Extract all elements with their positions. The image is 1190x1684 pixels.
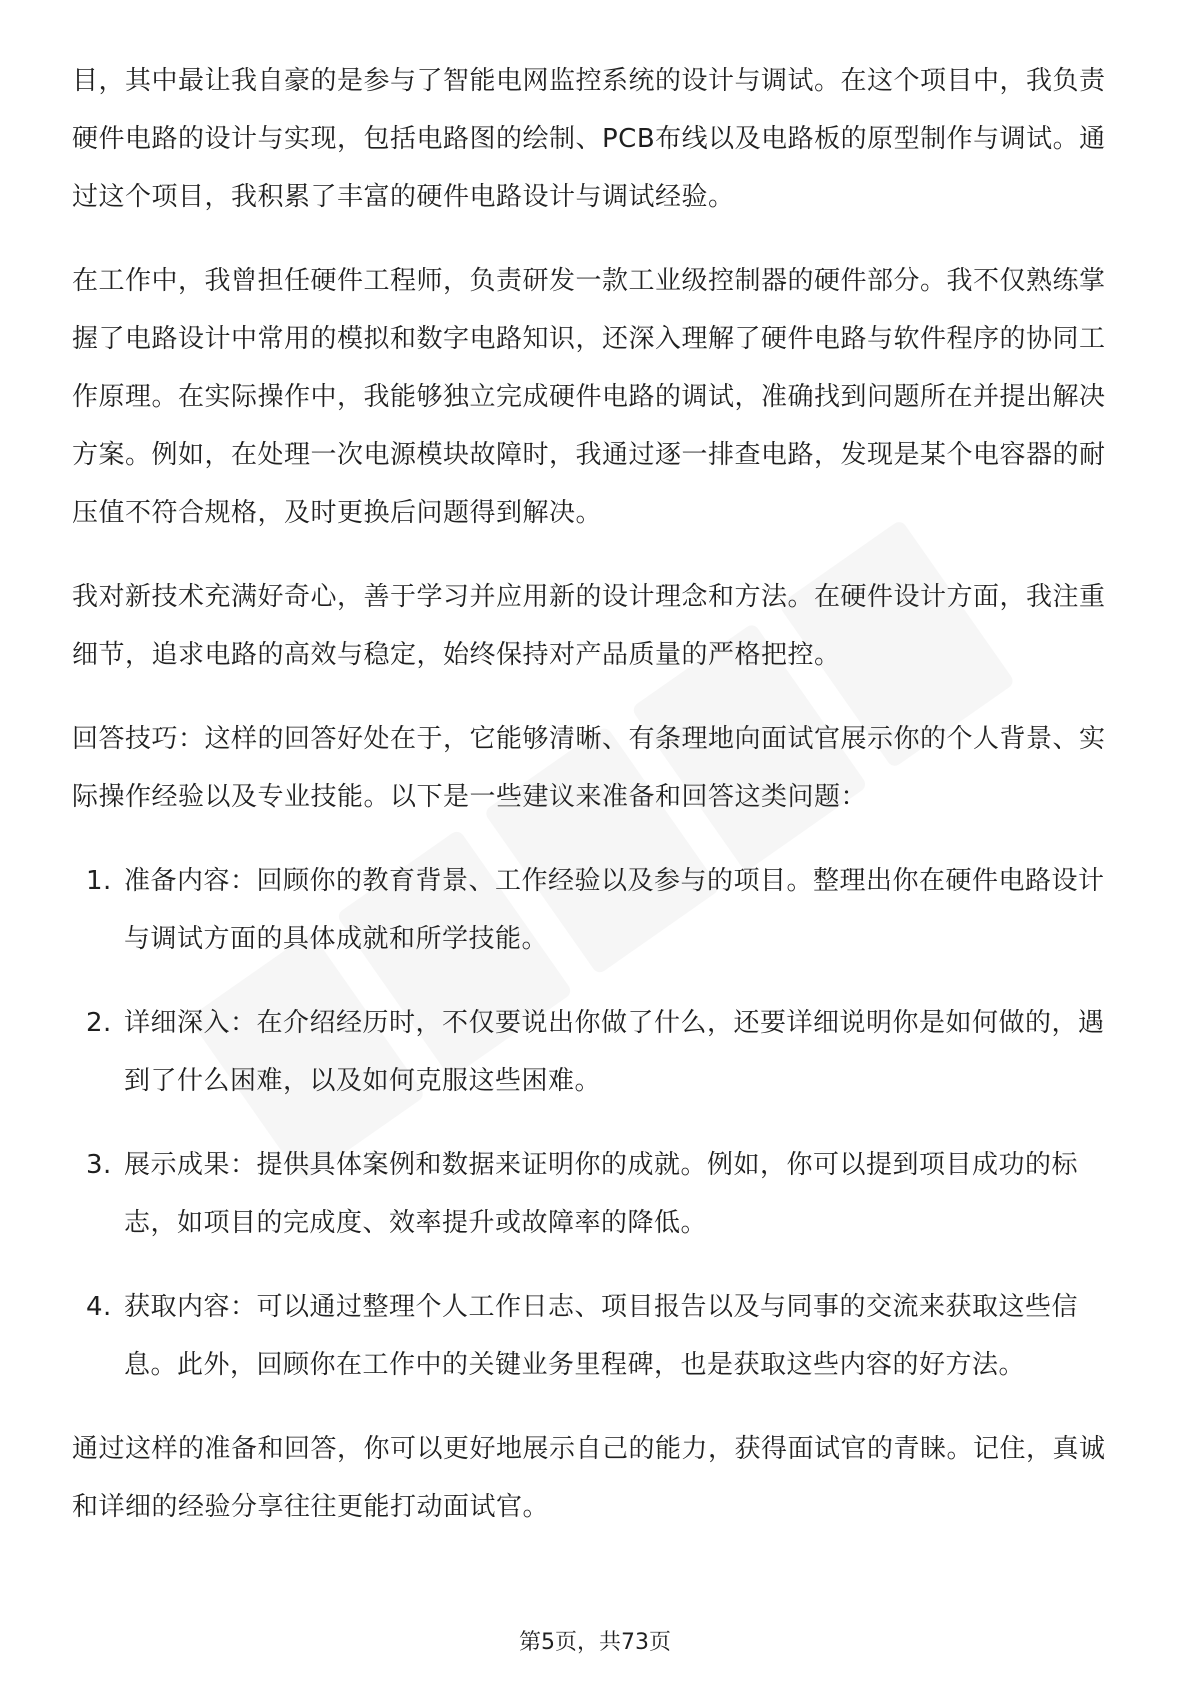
list-item	[72, 994, 1118, 1110]
list-item-number: 3.	[86, 1150, 112, 1180]
tips-list	[72, 852, 1118, 1394]
list-item-number: 1.	[86, 866, 112, 896]
list-item	[72, 1278, 1118, 1394]
list-item-text: 展示成果：提供具体案例和数据来证明你的成就。例如，你可以提到项目成功的标志，如项目的完成度、效率提升或故障率的降低。	[124, 1150, 1079, 1238]
paragraph-answer-tips: 回答技巧：这样的回答好处在于，它能够清晰、有条理地向面试官展示你的个人背景、实际操作经验以及专业技能。以下是一些建议来准备和回答这类问题：	[72, 724, 1106, 812]
list-item-text: 详细深入：在介绍经历时，不仅要说出你做了什么，还要详细说明你是如何做的，遇到了什么困难，以及如何克服这些困难。	[124, 1008, 1105, 1096]
list-item-number: 2.	[86, 1008, 112, 1038]
paragraph-project-experience: 目，其中最让我自豪的是参与了智能电网监控系统的设计与调试。在这个项目中，我负责硬件电路的设计与实现，包括电路图的绘制、PCB布线以及电路板的原型制作与调试。通过这个项目，我积累了丰富的硬件电路设计与调试经验。	[72, 66, 1106, 212]
list-item-text: 获取内容：可以通过整理个人工作日志、项目报告以及与同事的交流来获取这些信息。此外，回顾你在工作中的关键业务里程碑，也是获取这些内容的好方法。	[124, 1292, 1079, 1380]
page-number: 第5页，共73页	[519, 1630, 671, 1655]
list-item	[72, 852, 1118, 968]
list-item-number: 4.	[86, 1292, 112, 1322]
paragraph-learning-attitude: 我对新技术充满好奇心，善于学习并应用新的设计理念和方法。在硬件设计方面，我注重细节，追求电路的高效与稳定，始终保持对产品质量的严格把控。	[72, 582, 1106, 670]
document-body	[72, 52, 1118, 1562]
list-item	[72, 1136, 1118, 1252]
paragraph-work-experience: 在工作中，我曾担任硬件工程师，负责研发一款工业级控制器的硬件部分。我不仅熟练掌握了电路设计中常用的模拟和数字电路知识，还深入理解了硬件电路与软件程序的协同工作原理。在实际操作中，我能够独立完成硬件电路的调试，准确找到问题所在并提出解决方案。例如，在处理一次电源模块故障时，我通过逐一排查电路，发现是某个电容器的耐压值不符合规格，及时更换后问题得到解决。	[72, 266, 1106, 528]
list-item-text: 准备内容：回顾你的教育背景、工作经验以及参与的项目。整理出你在硬件电路设计与调试方面的具体成就和所学技能。	[124, 866, 1105, 954]
paragraph-conclusion: 通过这样的准备和回答，你可以更好地展示自己的能力，获得面试官的青睐。记住，真诚和详细的经验分享往往更能打动面试官。	[72, 1434, 1106, 1522]
